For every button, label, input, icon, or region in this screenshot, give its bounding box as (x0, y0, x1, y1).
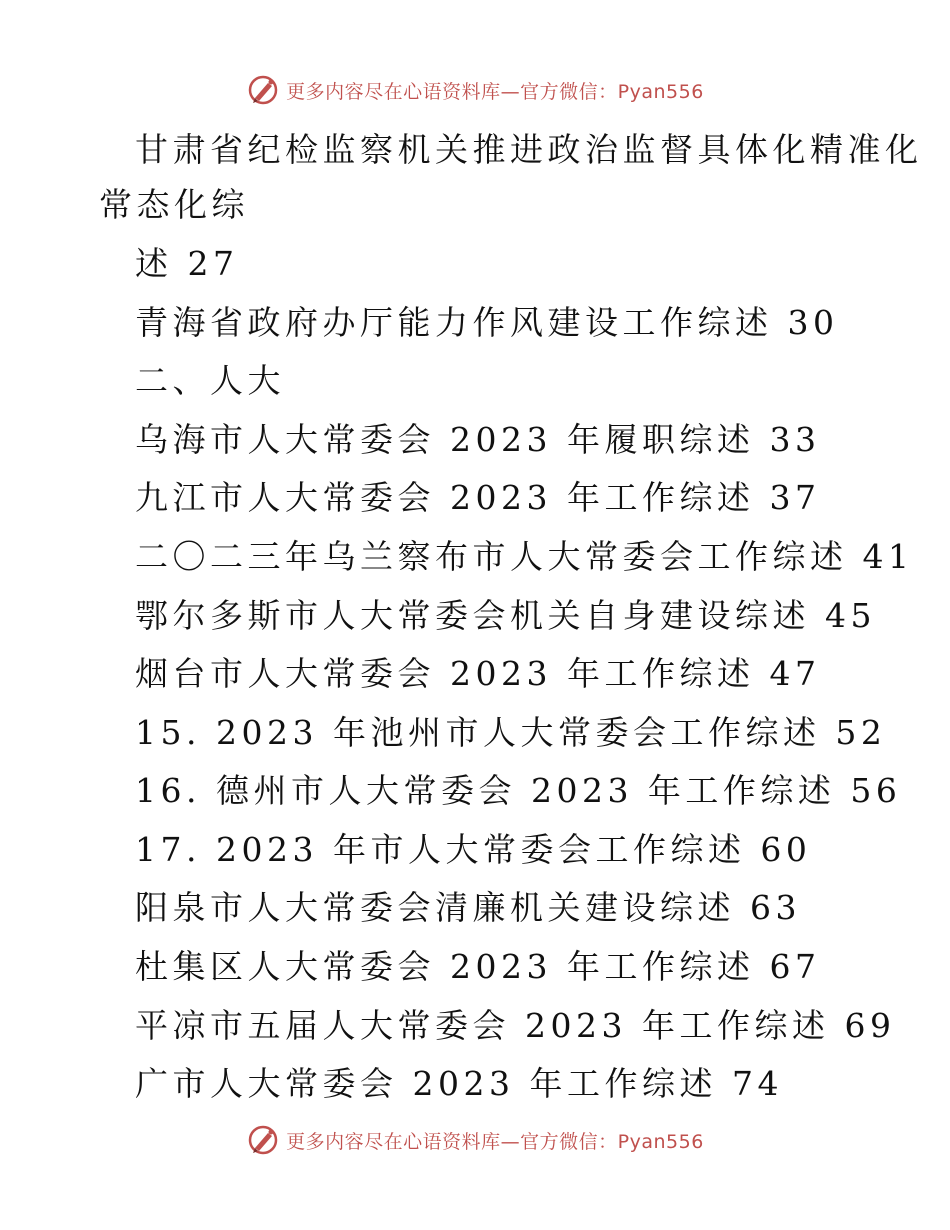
toc-section-heading: 二、人大 (135, 361, 285, 400)
toc-line: 杜集区人大常委会 2023 年工作综述 67 (135, 947, 821, 986)
toc-line: 青海省政府办厅能力作风建设工作综述 30 (135, 303, 839, 342)
toc-line: 15. 2023 年池州市人大常委会工作综述 52 (135, 713, 887, 752)
toc-line: 16. 德州市人大常委会 2023 年工作综述 56 (135, 771, 902, 810)
pen-logo-icon (246, 73, 280, 107)
toc-line: 九江市人大常委会 2023 年工作综述 37 (135, 478, 821, 517)
toc-line: 17. 2023 年市人大常委会工作综述 60 (135, 830, 812, 869)
toc-line: 二〇二三年乌兰察布市人大常委会工作综述 41 (135, 537, 914, 576)
toc-line: 烟台市人大常委会 2023 年工作综述 47 (135, 654, 821, 693)
toc-line: 述 27 (135, 244, 239, 283)
watermark-text: 更多内容尽在心语资料库—官方微信：Pyan556 (286, 80, 704, 103)
toc-line: 阳泉市人大常委会清廉机关建设综述 63 (135, 888, 801, 927)
toc-line: 甘肃省纪检监察机关推进政治监督具体化精准化 (135, 130, 923, 169)
watermark-text: 更多内容尽在心语资料库—官方微信：Pyan556 (286, 1130, 704, 1153)
toc-line: 乌海市人大常委会 2023 年履职综述 33 (135, 420, 821, 459)
pen-logo-icon (246, 1123, 280, 1157)
toc-line: 鄂尔多斯市人大常委会机关自身建设综述 45 (135, 596, 876, 635)
footer-watermark (0, 1120, 950, 1160)
toc-line: 常态化综 (99, 185, 249, 224)
header-watermark (0, 70, 950, 110)
toc-line: 平凉市五届人大常委会 2023 年工作综述 69 (135, 1006, 896, 1045)
toc-line: 广市人大常委会 2023 年工作综述 74 (135, 1064, 783, 1103)
